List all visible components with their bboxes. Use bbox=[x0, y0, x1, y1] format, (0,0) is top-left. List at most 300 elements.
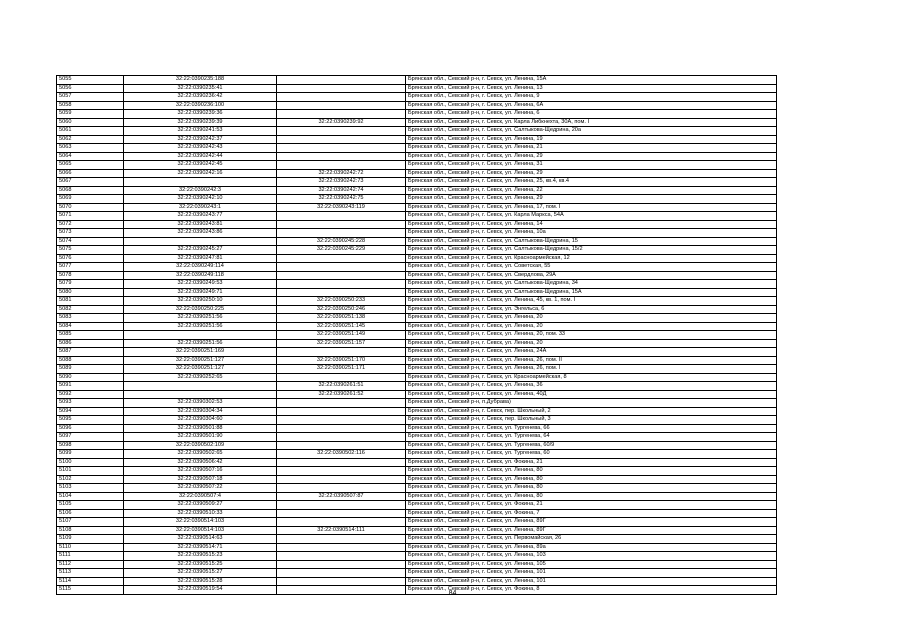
cadastral-number-cell: 32:22:0390235:41 bbox=[124, 84, 277, 93]
table-row bbox=[57, 84, 777, 93]
address-cell: Брянская обл., Севский р-н, г. Севск, ул. Ленина, 89Г bbox=[406, 526, 777, 535]
table-row bbox=[57, 390, 777, 399]
address-cell: Брянская обл., Севский р-н, г. Севск, ул. Фокина, 8 bbox=[406, 586, 777, 595]
cadastral-number-cell: 32:22:0390241:53 bbox=[124, 127, 277, 136]
cadastral-number-cell: 32:22:0390514:71 bbox=[124, 543, 277, 552]
address-cell: Брянская обл., Севский р-н, г. Севск, ул. Ленина, 29 bbox=[406, 152, 777, 161]
address-cell: Брянская обл., Севский р-н, г. Севск, ул. Первомайская, 26 bbox=[406, 535, 777, 544]
related-cadastral-number-cell: 32:22:0390514:111 bbox=[277, 526, 406, 535]
related-cadastral-number-cell: 32:22:0390243:119 bbox=[277, 203, 406, 212]
cadastral-number-cell: 32:22:0390515:27 bbox=[124, 569, 277, 578]
row-number-cell: 5083 bbox=[57, 314, 124, 323]
table-row bbox=[57, 93, 777, 102]
address-cell: Брянская обл., Севский р-н, г. Севск, ул. Советская, 55 bbox=[406, 263, 777, 272]
cadastral-number-cell: 32:22:0390239:39 bbox=[124, 118, 277, 127]
address-cell: Брянская обл., Севский р-н, п.Дубрава) bbox=[406, 399, 777, 408]
related-cadastral-number-cell: 32:22:0390502:116 bbox=[277, 450, 406, 459]
related-cadastral-number-cell: 32:22:0390250:246 bbox=[277, 305, 406, 314]
address-cell: Брянская обл., Севский р-н, г. Севск, ул. Ленина, 26, пом. I bbox=[406, 365, 777, 374]
cadastral-number-cell: 32:22:0390515:25 bbox=[124, 560, 277, 569]
table-row bbox=[57, 195, 777, 204]
address-cell: Брянская обл., Севский р-н, г. Севск, ул. Ленина, 6А bbox=[406, 101, 777, 110]
address-cell: Брянская обл., Севский р-н, г. Севск, ул. Красноармейская, 12 bbox=[406, 254, 777, 263]
related-cadastral-number-cell bbox=[277, 552, 406, 561]
address-cell: Брянская обл., Севский р-н, г. Севск, ул. Ленина, 20 bbox=[406, 339, 777, 348]
row-number-cell: 5104 bbox=[57, 492, 124, 501]
row-number-cell: 5086 bbox=[57, 339, 124, 348]
related-cadastral-number-cell: 32:22:0390251:145 bbox=[277, 322, 406, 331]
cadastral-number-cell: 32:22:0390501:90 bbox=[124, 433, 277, 442]
table-row bbox=[57, 229, 777, 238]
cadastral-number-cell: 32:22:0390243:86 bbox=[124, 229, 277, 238]
cadastral-number-cell: 32:22:0390502:109 bbox=[124, 441, 277, 450]
row-number-cell: 5055 bbox=[57, 76, 124, 85]
table-row bbox=[57, 501, 777, 510]
row-number-cell: 5084 bbox=[57, 322, 124, 331]
cadastral-number-cell bbox=[124, 178, 277, 187]
related-cadastral-number-cell bbox=[277, 280, 406, 289]
row-number-cell: 5102 bbox=[57, 475, 124, 484]
cadastral-number-cell: 32:22:0390514:103 bbox=[124, 518, 277, 527]
cadastral-number-cell: 32:22:0390250:225 bbox=[124, 305, 277, 314]
address-cell: Брянская обл., Севский р-н, г. Севск, ул. Ленина, 80 bbox=[406, 475, 777, 484]
row-number-cell: 5092 bbox=[57, 390, 124, 399]
row-number-cell: 5071 bbox=[57, 212, 124, 221]
address-cell: Брянская обл., Севский р-н, г. Севск, ул. Ленина, 29 bbox=[406, 195, 777, 204]
related-cadastral-number-cell bbox=[277, 543, 406, 552]
cadastral-number-cell: 32:22:0390249:53 bbox=[124, 280, 277, 289]
table-row bbox=[57, 475, 777, 484]
address-cell: Брянская обл., Севский р-н, г. Севск, ул. Ленина, 17, пом. I bbox=[406, 203, 777, 212]
address-cell: Брянская обл., Севский р-н, г. Севск, ул. Ленина, 80 bbox=[406, 484, 777, 493]
row-number-cell: 5111 bbox=[57, 552, 124, 561]
table-row bbox=[57, 254, 777, 263]
cadastral-number-cell: 32:22:0390507:4 bbox=[124, 492, 277, 501]
cadastral-number-cell: 32:22:0390514:103 bbox=[124, 526, 277, 535]
cadastral-number-cell: 32:22:0390242:44 bbox=[124, 152, 277, 161]
cadastral-number-cell: 32:22:0390250:10 bbox=[124, 297, 277, 306]
row-number-cell: 5065 bbox=[57, 161, 124, 170]
address-cell: Брянская обл., Севский р-н, г. Севск, пер. Школьный, 2 bbox=[406, 407, 777, 416]
table-row bbox=[57, 356, 777, 365]
cadastral-number-cell: 32:22:0390302:53 bbox=[124, 399, 277, 408]
cadastral-number-cell: 32:22:0390243:1 bbox=[124, 203, 277, 212]
address-cell: Брянская обл., Севский р-н, г. Севск, ул. Ленина, 24А bbox=[406, 348, 777, 357]
address-cell: Брянская обл., Севский р-н, г. Севск, ул. Ленина, 6 bbox=[406, 110, 777, 119]
row-number-cell: 5068 bbox=[57, 186, 124, 195]
cadastral-number-cell: 32:22:0390236:42 bbox=[124, 93, 277, 102]
related-cadastral-number-cell bbox=[277, 220, 406, 229]
table-row bbox=[57, 382, 777, 391]
related-cadastral-number-cell bbox=[277, 84, 406, 93]
cadastral-number-cell: 32:22:0390304:34 bbox=[124, 407, 277, 416]
cadastral-number-cell: 32:22:0390242:45 bbox=[124, 161, 277, 170]
table-row bbox=[57, 441, 777, 450]
related-cadastral-number-cell: 32:22:0390242:74 bbox=[277, 186, 406, 195]
address-cell: Брянская обл., Севский р-н, г. Севск, ул. Ленина, 103 bbox=[406, 552, 777, 561]
address-cell: Брянская обл., Севский р-н, г. Севск, ул. Ленина, 36 bbox=[406, 382, 777, 391]
address-cell: Брянская обл., Севский р-н, г. Севск, ул. Ленина, 13 bbox=[406, 84, 777, 93]
row-number-cell: 5067 bbox=[57, 178, 124, 187]
row-number-cell: 5094 bbox=[57, 407, 124, 416]
related-cadastral-number-cell bbox=[277, 152, 406, 161]
row-number-cell: 5093 bbox=[57, 399, 124, 408]
table-row bbox=[57, 348, 777, 357]
row-number-cell: 5075 bbox=[57, 246, 124, 255]
address-cell: Брянская обл., Севский р-н, г. Севск, ул. Ленина, 80 bbox=[406, 467, 777, 476]
related-cadastral-number-cell: 32:22:0390261:52 bbox=[277, 390, 406, 399]
address-cell: Брянская обл., Севский р-н, г. Севск, ул. Ленина, 22 bbox=[406, 186, 777, 195]
row-number-cell: 5076 bbox=[57, 254, 124, 263]
related-cadastral-number-cell bbox=[277, 535, 406, 544]
related-cadastral-number-cell bbox=[277, 135, 406, 144]
row-number-cell: 5061 bbox=[57, 127, 124, 136]
row-number-cell: 5085 bbox=[57, 331, 124, 340]
row-number-cell: 5097 bbox=[57, 433, 124, 442]
related-cadastral-number-cell: 32:22:0390242:75 bbox=[277, 195, 406, 204]
cadastral-number-cell: 32:22:0390249:114 bbox=[124, 263, 277, 272]
table-row bbox=[57, 339, 777, 348]
table-row bbox=[57, 365, 777, 374]
row-number-cell: 5108 bbox=[57, 526, 124, 535]
table-row bbox=[57, 101, 777, 110]
row-number-cell: 5113 bbox=[57, 569, 124, 578]
cadastral-number-cell: 32:22:0390243:81 bbox=[124, 220, 277, 229]
cadastral-number-cell: 32:22:0390251:169 bbox=[124, 348, 277, 357]
row-number-cell: 5091 bbox=[57, 382, 124, 391]
cadastral-number-cell: 32:22:0390507:22 bbox=[124, 484, 277, 493]
address-cell: Брянская обл., Севский р-н, г. Севск, ул. Ленина, 14 bbox=[406, 220, 777, 229]
cadastral-number-cell: 32:22:0390236:100 bbox=[124, 101, 277, 110]
table-row bbox=[57, 552, 777, 561]
related-cadastral-number-cell: 32:22:0390251:170 bbox=[277, 356, 406, 365]
cadastral-number-cell: 32:22:0390245:27 bbox=[124, 246, 277, 255]
row-number-cell: 5088 bbox=[57, 356, 124, 365]
row-number-cell: 5099 bbox=[57, 450, 124, 459]
address-cell: Брянская обл., Севский р-н, г. Севск, ул. Ленина, 101 bbox=[406, 569, 777, 578]
related-cadastral-number-cell bbox=[277, 288, 406, 297]
related-cadastral-number-cell bbox=[277, 144, 406, 153]
property-register-table bbox=[56, 75, 777, 595]
related-cadastral-number-cell: 32:22:0390239:92 bbox=[277, 118, 406, 127]
related-cadastral-number-cell bbox=[277, 416, 406, 425]
address-cell: Брянская обл., Севский р-н, г. Севск, ул. Карла Либкнехта, 30А, пом. I bbox=[406, 118, 777, 127]
related-cadastral-number-cell: 32:22:0390242:72 bbox=[277, 169, 406, 178]
address-cell: Брянская обл., Севский р-н, г. Севск, ул. Ленина, 15А bbox=[406, 76, 777, 85]
cadastral-number-cell: 32:22:0390251:127 bbox=[124, 356, 277, 365]
related-cadastral-number-cell: 32:22:0390250:233 bbox=[277, 297, 406, 306]
related-cadastral-number-cell bbox=[277, 518, 406, 527]
address-cell: Брянская обл., Севский р-н, г. Севск, ул. Ленина, 10а bbox=[406, 229, 777, 238]
cadastral-number-cell: 32:22:0390251:56 bbox=[124, 322, 277, 331]
address-cell: Брянская обл., Севский р-н, г. Севск, ул. Ленина, 26, пом. II bbox=[406, 356, 777, 365]
related-cadastral-number-cell bbox=[277, 577, 406, 586]
related-cadastral-number-cell bbox=[277, 407, 406, 416]
address-cell: Брянская обл., Севский р-н, г. Севск, ул. Ленина, 105 bbox=[406, 560, 777, 569]
related-cadastral-number-cell: 32:22:0390251:149 bbox=[277, 331, 406, 340]
cadastral-number-cell: 32:22:0390501:88 bbox=[124, 424, 277, 433]
cadastral-number-cell: 32:22:0390243:77 bbox=[124, 212, 277, 221]
table-row bbox=[57, 212, 777, 221]
address-cell: Брянская обл., Севский р-н, г. Севск, ул. Ленина, 29 bbox=[406, 169, 777, 178]
related-cadastral-number-cell: 32:22:0390245:228 bbox=[277, 237, 406, 246]
related-cadastral-number-cell bbox=[277, 271, 406, 280]
address-cell: Брянская обл., Севский р-н, г. Севск, ул. Салтыкова-Щедрина, 34 bbox=[406, 280, 777, 289]
cadastral-number-cell: 32:22:0390515:28 bbox=[124, 577, 277, 586]
row-number-cell: 5070 bbox=[57, 203, 124, 212]
cadastral-number-cell: 32:22:0390235:188 bbox=[124, 76, 277, 85]
row-number-cell: 5095 bbox=[57, 416, 124, 425]
cadastral-number-cell: 32:22:0390515:23 bbox=[124, 552, 277, 561]
table-row bbox=[57, 535, 777, 544]
row-number-cell: 5107 bbox=[57, 518, 124, 527]
register-table-body bbox=[57, 76, 777, 595]
table-row bbox=[57, 322, 777, 331]
address-cell: Брянская обл., Севский р-н, г. Севск, ул. Салтыкова-Щедрина, 15 bbox=[406, 237, 777, 246]
cadastral-number-cell: 32:22:0390239:36 bbox=[124, 110, 277, 119]
row-number-cell: 5112 bbox=[57, 560, 124, 569]
related-cadastral-number-cell bbox=[277, 348, 406, 357]
row-number-cell: 5080 bbox=[57, 288, 124, 297]
address-cell: Брянская обл., Севский р-н, г. Севск, ул. Карла Маркса, 54А bbox=[406, 212, 777, 221]
address-cell: Брянская обл., Севский р-н, г. Севск, ул. Ленина, 21 bbox=[406, 144, 777, 153]
table-row bbox=[57, 169, 777, 178]
row-number-cell: 5064 bbox=[57, 152, 124, 161]
related-cadastral-number-cell bbox=[277, 458, 406, 467]
cadastral-number-cell: 32:22:0390514:63 bbox=[124, 535, 277, 544]
row-number-cell: 5079 bbox=[57, 280, 124, 289]
related-cadastral-number-cell bbox=[277, 475, 406, 484]
related-cadastral-number-cell bbox=[277, 441, 406, 450]
row-number-cell: 5105 bbox=[57, 501, 124, 510]
address-cell: Брянская обл., Севский р-н, г. Севск, ул. Фокина, 21 bbox=[406, 458, 777, 467]
row-number-cell: 5060 bbox=[57, 118, 124, 127]
row-number-cell: 5090 bbox=[57, 373, 124, 382]
row-number-cell: 5069 bbox=[57, 195, 124, 204]
address-cell: Брянская обл., Севский р-н, г. Севск, ул. Салтыкова-Щедрина, 15/2 bbox=[406, 246, 777, 255]
row-number-cell: 5072 bbox=[57, 220, 124, 229]
related-cadastral-number-cell bbox=[277, 501, 406, 510]
address-cell: Брянская обл., Севский р-н, г. Севск, ул. Тургенева, 64 bbox=[406, 433, 777, 442]
row-number-cell: 5115 bbox=[57, 586, 124, 595]
related-cadastral-number-cell bbox=[277, 560, 406, 569]
table-row bbox=[57, 560, 777, 569]
table-row bbox=[57, 569, 777, 578]
related-cadastral-number-cell: 32:22:0390251:157 bbox=[277, 339, 406, 348]
address-cell: Брянская обл., Севский р-н, г. Севск, ул. Ленина, 20, пом. 33 bbox=[406, 331, 777, 340]
address-cell: Брянская обл., Севский р-н, г. Севск, ул. Тургенева, 60/9 bbox=[406, 441, 777, 450]
table-row bbox=[57, 518, 777, 527]
row-number-cell: 5096 bbox=[57, 424, 124, 433]
row-number-cell: 5056 bbox=[57, 84, 124, 93]
related-cadastral-number-cell bbox=[277, 101, 406, 110]
row-number-cell: 5082 bbox=[57, 305, 124, 314]
table-row bbox=[57, 110, 777, 119]
cadastral-number-cell: 32:22:0390506:42 bbox=[124, 458, 277, 467]
related-cadastral-number-cell bbox=[277, 373, 406, 382]
row-number-cell: 5081 bbox=[57, 297, 124, 306]
table-row bbox=[57, 407, 777, 416]
table-row bbox=[57, 144, 777, 153]
row-number-cell: 5109 bbox=[57, 535, 124, 544]
row-number-cell: 5103 bbox=[57, 484, 124, 493]
table-row bbox=[57, 135, 777, 144]
related-cadastral-number-cell bbox=[277, 433, 406, 442]
address-cell: Брянская обл., Севский р-н, г. Севск, ул. Ленина, 40Д bbox=[406, 390, 777, 399]
cadastral-number-cell: 32:22:0390242:43 bbox=[124, 144, 277, 153]
cadastral-number-cell: 32:22:0390249:71 bbox=[124, 288, 277, 297]
related-cadastral-number-cell bbox=[277, 263, 406, 272]
related-cadastral-number-cell bbox=[277, 509, 406, 518]
address-cell: Брянская обл., Севский р-н, г. Севск, ул. Тургенева, 66 bbox=[406, 424, 777, 433]
address-cell: Брянская обл., Севский р-н, г. Севск, ул. Ленина, 101 bbox=[406, 577, 777, 586]
related-cadastral-number-cell bbox=[277, 161, 406, 170]
row-number-cell: 5066 bbox=[57, 169, 124, 178]
row-number-cell: 5098 bbox=[57, 441, 124, 450]
row-number-cell: 5106 bbox=[57, 509, 124, 518]
row-number-cell: 5058 bbox=[57, 101, 124, 110]
table-row bbox=[57, 263, 777, 272]
row-number-cell: 5077 bbox=[57, 263, 124, 272]
cadastral-number-cell: 32:22:0390510:33 bbox=[124, 509, 277, 518]
cadastral-number-cell bbox=[124, 390, 277, 399]
table-row bbox=[57, 76, 777, 85]
row-number-cell: 5073 bbox=[57, 229, 124, 238]
table-row bbox=[57, 186, 777, 195]
cadastral-number-cell: 32:22:0390507:18 bbox=[124, 475, 277, 484]
table-row bbox=[57, 246, 777, 255]
table-row bbox=[57, 152, 777, 161]
table-row bbox=[57, 331, 777, 340]
table-row bbox=[57, 484, 777, 493]
related-cadastral-number-cell bbox=[277, 229, 406, 238]
related-cadastral-number-cell bbox=[277, 212, 406, 221]
address-cell: Брянская обл., Севский р-н, г. Севск, ул. Ленина, 25, кв.4, кв.4 bbox=[406, 178, 777, 187]
address-cell: Брянская обл., Севский р-н, г. Севск, ул. Свердлова, 29А bbox=[406, 271, 777, 280]
address-cell: Брянская обл., Севский р-н, г. Севск, ул. Ленина, 19 bbox=[406, 135, 777, 144]
address-cell: Брянская обл., Севский р-н, г. Севск, ул. Ленина, 20 bbox=[406, 314, 777, 323]
table-row bbox=[57, 288, 777, 297]
related-cadastral-number-cell: 32:22:0390242:73 bbox=[277, 178, 406, 187]
address-cell: Брянская обл., Севский р-н, г. Севск, ул. Салтыкова-Щедрина, 15А bbox=[406, 288, 777, 297]
table-row bbox=[57, 373, 777, 382]
table-row bbox=[57, 416, 777, 425]
table-row bbox=[57, 271, 777, 280]
related-cadastral-number-cell bbox=[277, 569, 406, 578]
related-cadastral-number-cell bbox=[277, 93, 406, 102]
address-cell: Брянская обл., Севский р-н, г. Севск, ул. Ленина, 20 bbox=[406, 322, 777, 331]
table-row bbox=[57, 543, 777, 552]
address-cell: Брянская обл., Севский р-н, г. Севск, ул. Ленина, 89а bbox=[406, 543, 777, 552]
cadastral-number-cell: 32:22:0390242:16 bbox=[124, 169, 277, 178]
related-cadastral-number-cell: 32:22:0390245:229 bbox=[277, 246, 406, 255]
address-cell: Брянская обл., Севский р-н, г. Севск, ул. Салтыкова-Щедрина, 20а bbox=[406, 127, 777, 136]
address-cell: Брянская обл., Севский р-н, г. Севск, ул. Ленина, 31 bbox=[406, 161, 777, 170]
row-number-cell: 5059 bbox=[57, 110, 124, 119]
table-row bbox=[57, 305, 777, 314]
cadastral-number-cell: 32:22:0390251:127 bbox=[124, 365, 277, 374]
address-cell: Брянская обл., Севский р-н, г. Севск, ул. Ленина, 89Г bbox=[406, 518, 777, 527]
cadastral-number-cell: 32:22:0390519:54 bbox=[124, 586, 277, 595]
table-row bbox=[57, 237, 777, 246]
cadastral-number-cell: 32:22:0390249:118 bbox=[124, 271, 277, 280]
row-number-cell: 5057 bbox=[57, 93, 124, 102]
address-cell: Брянская обл., Севский р-н, г. Севск, ул. Энгельса, 6 bbox=[406, 305, 777, 314]
cadastral-number-cell: 32:22:0390509:27 bbox=[124, 501, 277, 510]
cadastral-number-cell: 32:22:0390502:65 bbox=[124, 450, 277, 459]
table-row bbox=[57, 458, 777, 467]
row-number-cell: 5087 bbox=[57, 348, 124, 357]
table-row bbox=[57, 178, 777, 187]
related-cadastral-number-cell bbox=[277, 76, 406, 85]
row-number-cell: 5101 bbox=[57, 467, 124, 476]
related-cadastral-number-cell bbox=[277, 424, 406, 433]
address-cell: Брянская обл., Севский р-н, г. Севск, ул. Ленина, 80 bbox=[406, 492, 777, 501]
table-row bbox=[57, 127, 777, 136]
related-cadastral-number-cell bbox=[277, 254, 406, 263]
row-number-cell: 5078 bbox=[57, 271, 124, 280]
address-cell: Брянская обл., Севский р-н, г. Севск, ул. Ленина, 45, кв. 1, пом. I bbox=[406, 297, 777, 306]
address-cell: Брянская обл., Севский р-н, г. Севск, ул. Фокина, 7 bbox=[406, 509, 777, 518]
related-cadastral-number-cell bbox=[277, 127, 406, 136]
row-number-cell: 5114 bbox=[57, 577, 124, 586]
cadastral-number-cell: 32:22:0390251:56 bbox=[124, 339, 277, 348]
cadastral-number-cell: 32:22:0390304:60 bbox=[124, 416, 277, 425]
related-cadastral-number-cell: 32:22:0390251:138 bbox=[277, 314, 406, 323]
related-cadastral-number-cell: 32:22:0390251:171 bbox=[277, 365, 406, 374]
address-cell: Брянская обл., Севский р-н, г. Севск, ул. Фокина, 21 bbox=[406, 501, 777, 510]
related-cadastral-number-cell bbox=[277, 110, 406, 119]
table-row bbox=[57, 509, 777, 518]
table-row bbox=[57, 433, 777, 442]
cadastral-number-cell: 32:22:0390242:3 bbox=[124, 186, 277, 195]
related-cadastral-number-cell bbox=[277, 484, 406, 493]
cadastral-number-cell: 32:22:0390242:37 bbox=[124, 135, 277, 144]
table-row bbox=[57, 424, 777, 433]
table-row bbox=[57, 577, 777, 586]
row-number-cell: 5062 bbox=[57, 135, 124, 144]
address-cell: Брянская обл., Севский р-н, г. Севск, ул. Ленина, 9 bbox=[406, 93, 777, 102]
table-row bbox=[57, 314, 777, 323]
table-row bbox=[57, 118, 777, 127]
table-row bbox=[57, 297, 777, 306]
cadastral-number-cell: 32:22:0390507:16 bbox=[124, 467, 277, 476]
page-number: 84 bbox=[448, 590, 457, 597]
table-row bbox=[57, 220, 777, 229]
table-row bbox=[57, 526, 777, 535]
row-number-cell: 5100 bbox=[57, 458, 124, 467]
cadastral-number-cell bbox=[124, 331, 277, 340]
cadastral-number-cell: 32:22:0390251:56 bbox=[124, 314, 277, 323]
address-cell: Брянская обл., Севский р-н, г. Севск, пер. Школьный, 3 bbox=[406, 416, 777, 425]
row-number-cell: 5089 bbox=[57, 365, 124, 374]
table-row bbox=[57, 280, 777, 289]
cadastral-number-cell bbox=[124, 237, 277, 246]
table-row bbox=[57, 161, 777, 170]
row-number-cell: 5110 bbox=[57, 543, 124, 552]
related-cadastral-number-cell bbox=[277, 399, 406, 408]
row-number-cell: 5074 bbox=[57, 237, 124, 246]
row-number-cell: 5063 bbox=[57, 144, 124, 153]
table-row bbox=[57, 203, 777, 212]
cadastral-number-cell: 32:22:0390252:65 bbox=[124, 373, 277, 382]
cadastral-number-cell: 32:22:0390242:10 bbox=[124, 195, 277, 204]
related-cadastral-number-cell bbox=[277, 467, 406, 476]
table-row bbox=[57, 450, 777, 459]
address-cell: Брянская обл., Севский р-н, г. Севск, ул. Тургенева, 60 bbox=[406, 450, 777, 459]
cadastral-number-cell bbox=[124, 382, 277, 391]
related-cadastral-number-cell: 32:22:0390261:51 bbox=[277, 382, 406, 391]
